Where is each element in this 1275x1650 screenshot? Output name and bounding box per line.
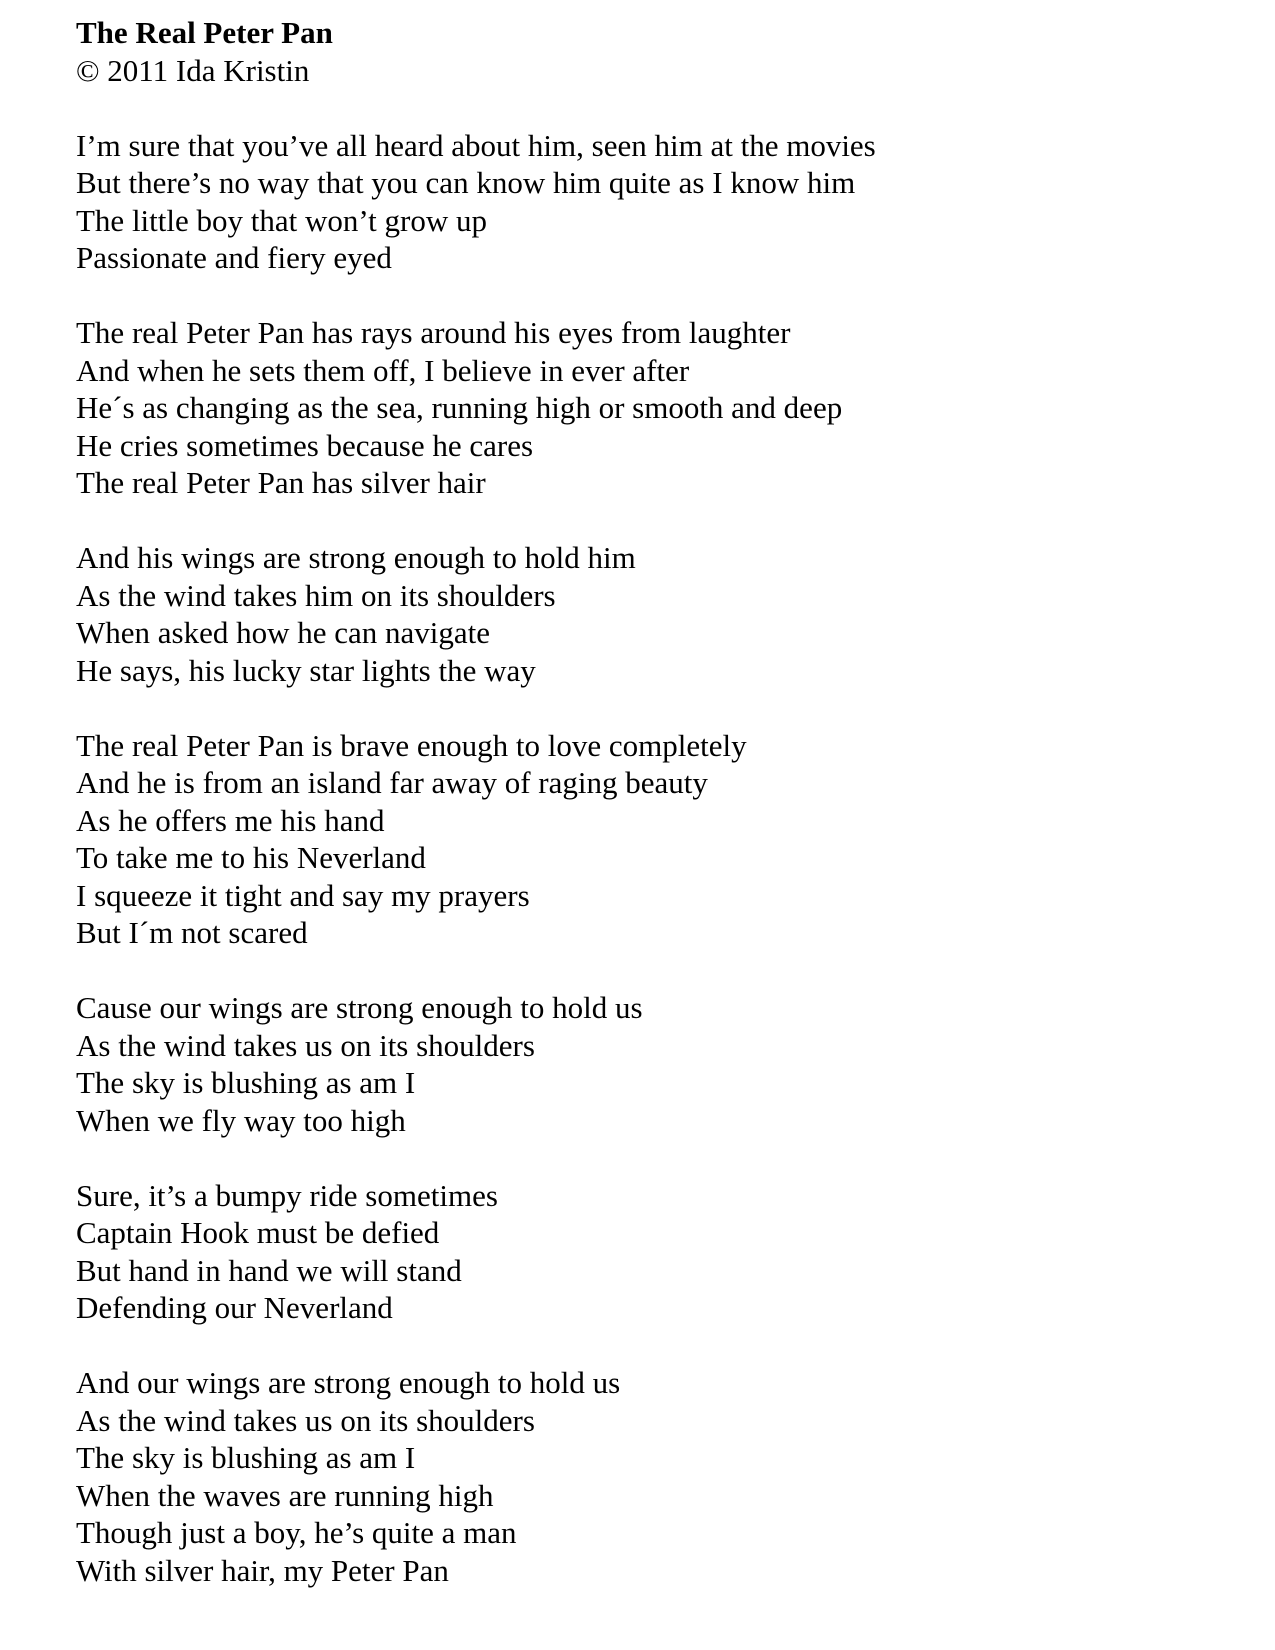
poem-line: And his wings are strong enough to hold him — [76, 540, 636, 575]
poem-line: But hand in hand we will stand — [76, 1252, 462, 1288]
poem-line: The sky is blushing as am I — [76, 1065, 416, 1100]
poem-line: The little boy that won’t grow up — [76, 202, 487, 238]
poem-line: He says, his lucky star lights the way — [76, 652, 536, 688]
poem-line: But there’s no way that you can know him quite as I know him — [76, 165, 856, 200]
poem-line: Cause our wings are strong enough to hold us — [76, 990, 643, 1025]
poem-line: But I´m not scared — [76, 915, 308, 950]
poem-stanza — [76, 1177, 1226, 1327]
poem-stanza — [76, 989, 1226, 1139]
poem-line: As the wind takes us on its shoulders — [76, 1027, 535, 1063]
poem-stanza — [76, 1364, 1226, 1589]
poem-line: He´s as changing as the sea, running high or smooth and deep — [76, 390, 843, 425]
poem-stanza — [76, 539, 1226, 689]
document-page — [76, 14, 1226, 1589]
poem-line: The sky is blushing as am I — [76, 1440, 416, 1475]
poem-line: As the wind takes him on its shoulders — [76, 577, 556, 613]
poem-title: The Real Peter Pan — [76, 15, 333, 50]
poem-line: With silver hair, my Peter Pan — [76, 1552, 449, 1588]
poem-line: As the wind takes us on its shoulders — [76, 1402, 535, 1438]
poem-line: And when he sets them off, I believe in ever after — [76, 352, 690, 388]
poem-line: And he is from an island far away of raging beauty — [76, 765, 708, 800]
poem-line: When asked how he can navigate — [76, 615, 491, 650]
poem-line: Defending our Neverland — [76, 1290, 393, 1325]
copyright-notice: © 2011 Ida Kristin — [76, 53, 310, 88]
poem-line: Passionate and fiery eyed — [76, 240, 392, 275]
poem-line: As he offers me his hand — [76, 802, 385, 838]
poem-line: I’m sure that you’ve all heard about him, seen him at the movies — [76, 127, 876, 163]
poem-line: Sure, it’s a bumpy ride sometimes — [76, 1177, 498, 1213]
poem-stanza — [76, 127, 1226, 277]
poem-line: The real Peter Pan is brave enough to love completely — [76, 727, 747, 763]
poem-line: Captain Hook must be defied — [76, 1215, 440, 1250]
poem-line: When the waves are running high — [76, 1477, 494, 1513]
poem-line: The real Peter Pan has silver hair — [76, 465, 486, 500]
poem-line: Though just a boy, he’s quite a man — [76, 1515, 517, 1550]
poem-body — [76, 127, 1226, 1590]
poem-line: He cries sometimes because he cares — [76, 427, 534, 463]
poem-line: To take me to his Neverland — [76, 840, 426, 875]
poem-line: When we fly way too high — [76, 1102, 406, 1138]
poem-stanza — [76, 727, 1226, 952]
poem-stanza — [76, 314, 1226, 502]
poem-line: I squeeze it tight and say my prayers — [76, 877, 530, 913]
poem-line: And our wings are strong enough to hold us — [76, 1365, 621, 1400]
poem-line: The real Peter Pan has rays around his eyes from laughter — [76, 315, 791, 350]
